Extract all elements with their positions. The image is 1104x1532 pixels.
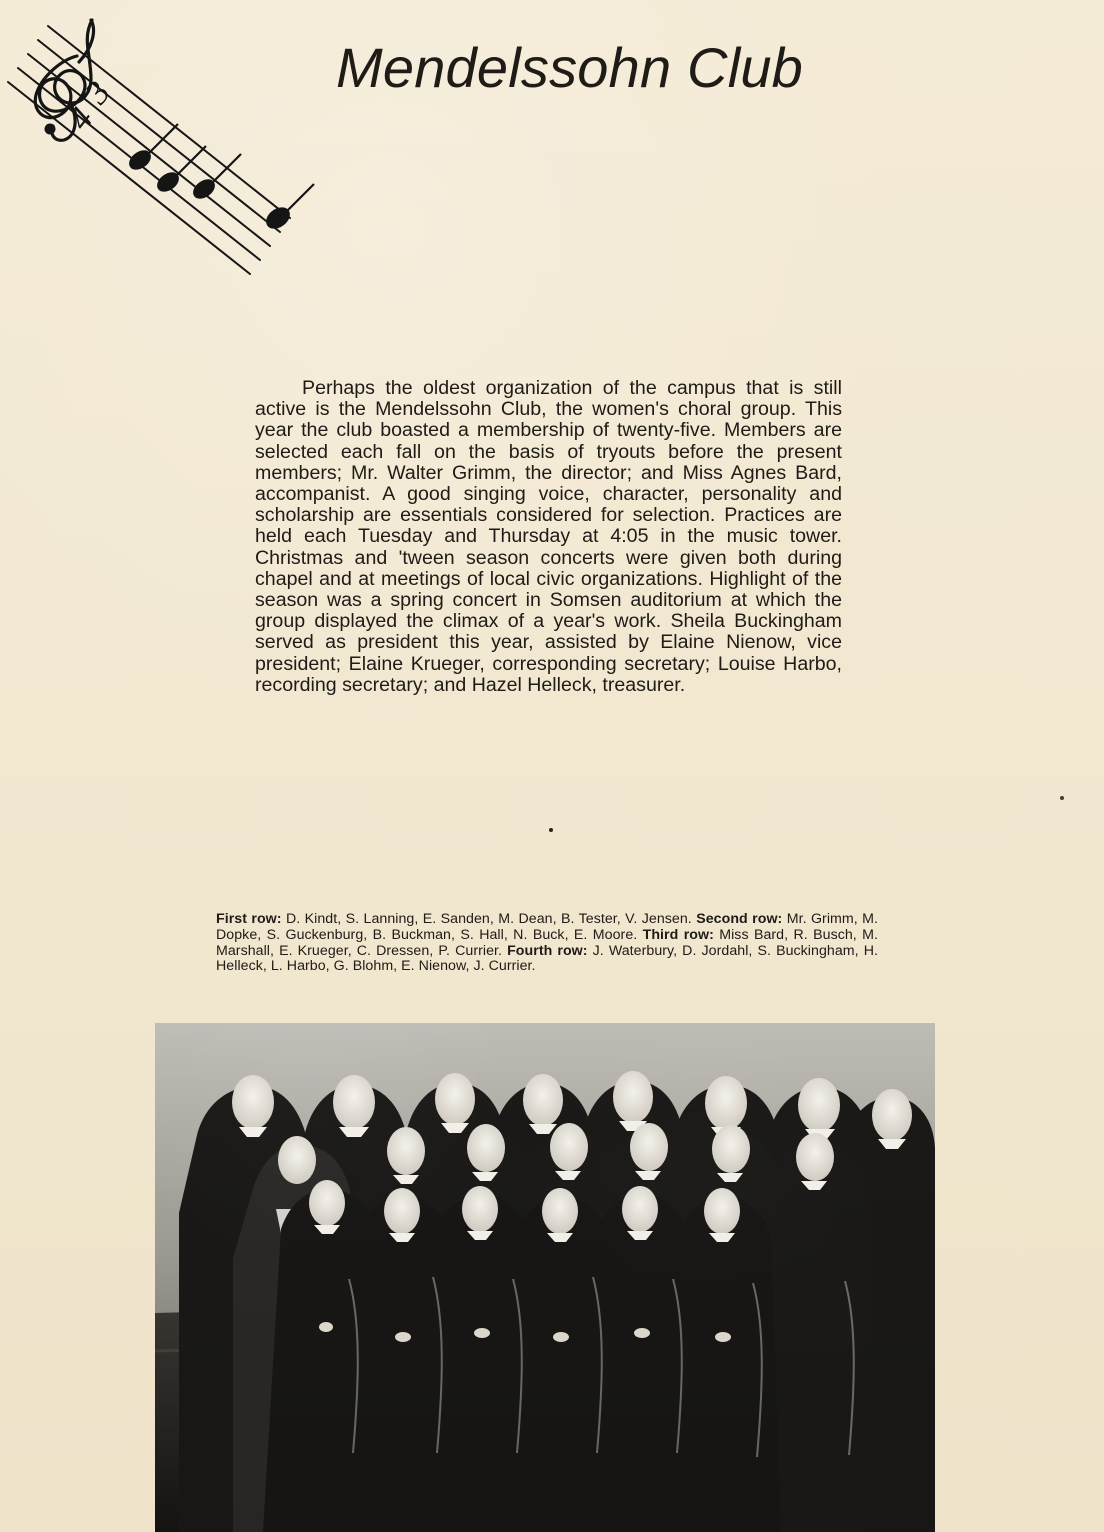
caption-fourth-row-label: Fourth row:	[507, 942, 588, 959]
decorative-dot	[549, 828, 553, 832]
group-photo-art	[155, 1023, 935, 1532]
caption-third-row-names: Miss Bard, R. Busch, M. Marshall, E. Krueger, C. Dressen, P. Currier.	[216, 926, 879, 959]
caption-first-row-names: D. Kindt, S. Lanning, E. Sanden, M. Dean, B. Tester, V. Jensen.	[285, 911, 692, 927]
music-staff-illustration	[0, 8, 330, 278]
music-staff-lines	[8, 26, 290, 274]
time-signature-top: 3	[78, 74, 118, 111]
page-speck	[1060, 796, 1064, 800]
caption-second-row-label: Second row:	[696, 911, 783, 927]
time-signature-bottom: 4	[61, 100, 101, 137]
time-signature	[61, 75, 118, 137]
caption-second-row-names: Mr. Grimm, M. Dopke, S. Guckenburg, B. Buckman, S. Hall, N. Buck, E. Moore.	[216, 911, 879, 943]
photo-caption	[216, 912, 878, 975]
group-figures	[179, 1071, 935, 1532]
caption-first-row-label: First row:	[216, 911, 282, 927]
page-title: Mendelssohn Club	[336, 36, 804, 99]
quarter-note-icon	[264, 184, 314, 232]
caption-third-row-label: Third row:	[642, 926, 714, 943]
caption-fourth-row-names: J. Waterbury, D. Jordahl, S. Buckingham, H. Helleck, L. Harbo, G. Blohm, E. Nienow, J. Currier.	[216, 942, 878, 975]
club-description: Perhaps the oldest organization of the campus that is still active is the Mendelssohn Club, the women's choral group. This year the club boasted a membership of twenty-five. Members are selected each fall on the basis of tryouts before the present members; Mr. Walter Grimm, the director; and Miss Agnes Bard, accompanist. A good singing voice, character, personality and scholarship are essentials considered for selection. Practices are held each Tuesday and Thursday at 4:05 in the music tower. Christmas and 'tween season concerts were given both during chapel and at meetings of local civic organizations. Highlight of the season was a spring concert in Somsen auditorium at which the group displayed the climax of a year's work. Sheila Buckingham served as president this year, assisted by Elaine Nienow, vice president; Elaine Krueger, corresponding secretary; Louise Harbo, recording secretary; and Hazel Helleck, treasurer.	[255, 377, 842, 696]
group-photo	[155, 1023, 935, 1532]
